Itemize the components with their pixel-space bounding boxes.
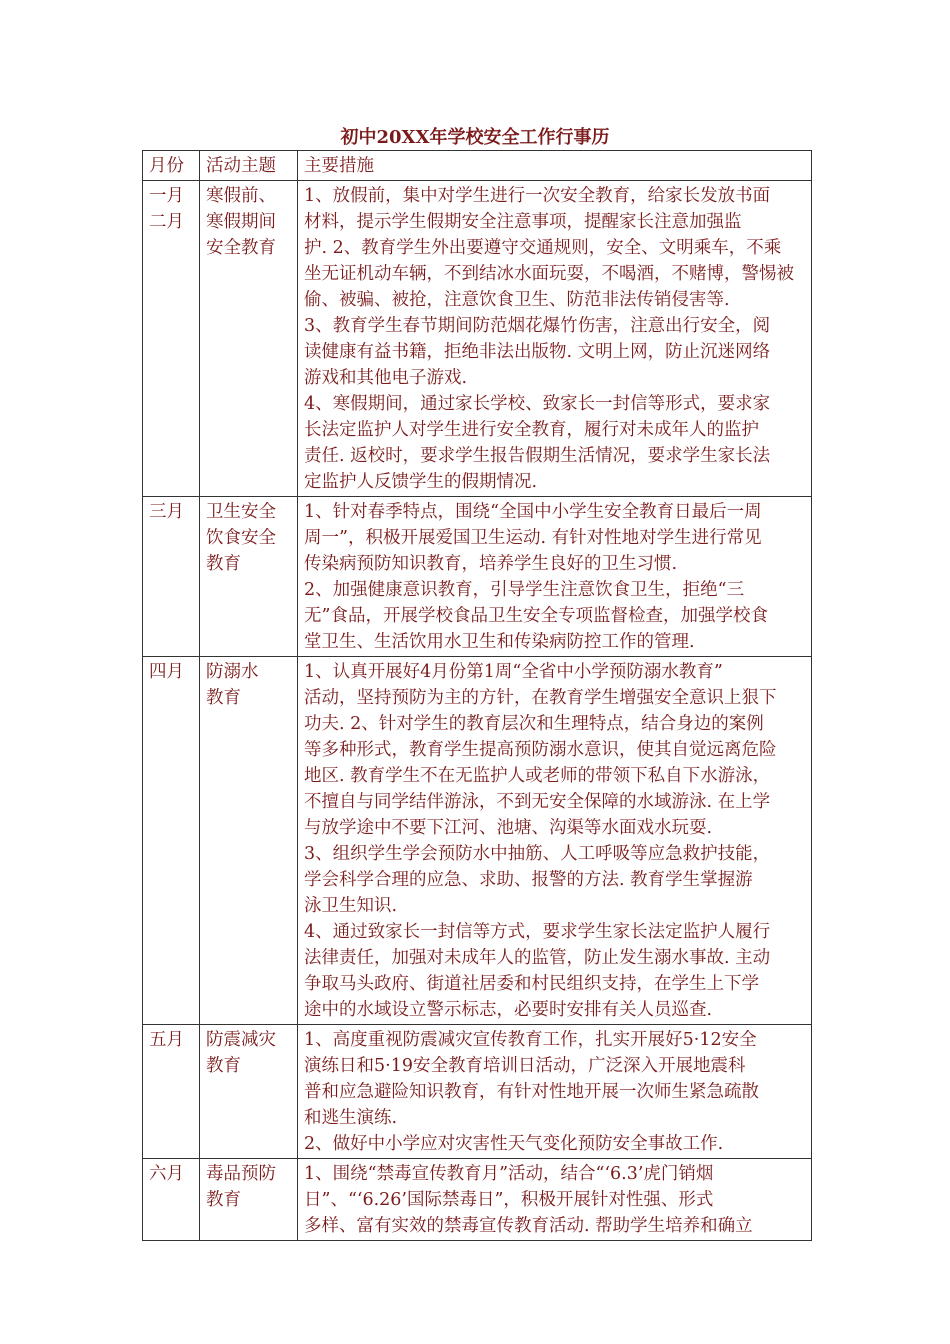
measure-line: 4、寒假期间，通过家长学校、致家长一封信等形式，要求家 <box>304 394 771 414</box>
table-header-row <box>143 151 812 181</box>
measure-line: 定监护人反馈学生的假期情况. <box>304 472 538 492</box>
measure-line: 1、放假前，集中对学生进行一次安全教育，给家长发放书面 <box>304 186 771 206</box>
measure-line: 1、针对春季特点，围绕“全国中小学生安全教育日最后一周 <box>304 502 762 522</box>
theme-cell <box>200 1025 298 1159</box>
month-label: 六月 <box>149 1164 184 1184</box>
measure-line: 3、教育学生春节期间防范烟花爆竹伤害，注意出行安全，阅 <box>304 316 771 336</box>
measure-line: 游戏和其他电子游戏. <box>304 368 468 388</box>
measure-line: 1、高度重视防震减灾宣传教育工作，扎实开展好5·12安全 <box>304 1030 757 1050</box>
measure-line: 读健康有益书籍，拒绝非法出版物. 文明上网，防止沉迷网络 <box>304 342 771 362</box>
measure-line: 堂卫生、生活饮用水卫生和传染病防控工作的管理. <box>304 632 695 652</box>
theme-label: 安全教育 <box>206 238 276 258</box>
measures-cell <box>298 181 812 497</box>
month-cell <box>143 1025 200 1159</box>
measure-line: 4、通过致家长一封信等方式，要求学生家长法定监护人履行 <box>304 922 771 942</box>
header-measures: 主要措施 <box>298 151 812 181</box>
theme-cell <box>200 497 298 657</box>
theme-cell <box>200 181 298 497</box>
theme-label: 防震减灾 <box>206 1030 276 1050</box>
measure-line: 2、加强健康意识教育，引导学生注意饮食卫生，拒绝“三 <box>304 580 745 600</box>
measure-line: 材料，提示学生假期安全注意事项，提醒家长注意加强监 <box>304 212 742 232</box>
measure-line: 地区. 教育学生不在无监护人或老师的带领下私自下水游泳， <box>304 766 771 786</box>
measure-line: 普和应急避险知识教育，有针对性地开展一次师生紧急疏散 <box>304 1082 759 1102</box>
measure-line: 无”食品，开展学校食品卫生安全专项监督检查，加强学校食 <box>304 606 768 626</box>
measure-line: 与放学途中不要下江河、池塘、沟渠等水面戏水玩耍. <box>304 818 713 838</box>
table-row <box>143 1159 812 1241</box>
month-cell <box>143 1159 200 1241</box>
measure-line: 3、组织学生学会预防水中抽筋、人工呼吸等应急救护技能， <box>304 844 771 864</box>
measures-cell <box>298 497 812 657</box>
measure-line: 长法定监护人对学生进行安全教育，履行对未成年人的监护 <box>304 420 759 440</box>
measure-line: 泳卫生知识. <box>304 896 398 916</box>
measure-line: 和逃生演练. <box>304 1108 398 1128</box>
measure-line: 1、认真开展好4月份第1周“全省中小学预防溺水教育” <box>304 662 723 682</box>
theme-label: 教育 <box>206 1056 241 1076</box>
measure-line: 周一”，积极开展爱国卫生运动. 有针对性地对学生进行常见 <box>304 528 762 548</box>
theme-label: 防溺水 <box>206 662 259 682</box>
page-title: 初中20XX年学校安全工作行事历 <box>340 127 610 148</box>
month-cell <box>143 657 200 1025</box>
header-theme: 活动主题 <box>200 151 298 181</box>
theme-cell <box>200 657 298 1025</box>
measures-cell <box>298 657 812 1025</box>
month-cell <box>143 497 200 657</box>
safety-calendar-table <box>142 150 812 1241</box>
measures-cell <box>298 1159 812 1241</box>
measure-line: 偷、被骗、被抢，注意饮食卫生、防范非法传销侵害等. <box>304 290 730 310</box>
theme-label: 寒假期间 <box>206 212 276 232</box>
month-label: 三月 <box>149 502 184 522</box>
measure-line: 不擅自与同学结伴游泳，不到无安全保障的水域游泳. 在上学 <box>304 792 771 812</box>
measure-line: 日”、“‘6.26’国际禁毒日”，积极开展针对性强、形式 <box>304 1190 714 1210</box>
measure-line: 2、做好中小学应对灾害性天气变化预防安全事故工作. <box>304 1134 724 1154</box>
theme-label: 寒假前、 <box>206 186 276 206</box>
theme-label: 教育 <box>206 554 241 574</box>
measure-line: 坐无证机动车辆，不到结冰水面玩耍，不喝酒，不赌博，警惕被 <box>304 264 794 284</box>
month-label: 四月 <box>149 662 184 682</box>
header-month: 月份 <box>143 151 200 181</box>
measure-line: 活动，坚持预防为主的方针，在教育学生增强安全意识上狠下 <box>304 688 777 708</box>
measure-line: 争取马头政府、街道社居委和村民组织支持，在学生上下学 <box>304 974 759 994</box>
measure-line: 演练日和5·19安全教育培训日活动，广泛深入开展地震科 <box>304 1056 746 1076</box>
measure-line: 等多种形式，教育学生提高预防溺水意识，使其自觉远离危险 <box>304 740 777 760</box>
measure-line: 护. 2、教育学生外出要遵守交通规则，安全、文明乘车，不乘 <box>304 238 782 258</box>
table-row <box>143 497 812 657</box>
theme-label: 教育 <box>206 688 241 708</box>
measure-line: 途中的水域设立警示标志，必要时安排有关人员巡查. <box>304 1000 713 1020</box>
measure-line: 1、围绕“禁毒宣传教育月”活动，结合“‘6.3’虎门销烟 <box>304 1164 714 1184</box>
theme-label: 教育 <box>206 1190 241 1210</box>
table-row <box>143 181 812 497</box>
month-cell <box>143 181 200 497</box>
measure-line: 传染病预防知识教育，培养学生良好的卫生习惯. <box>304 554 678 574</box>
measure-line: 功夫. 2、针对学生的教育层次和生理特点，结合身边的案例 <box>304 714 764 734</box>
measures-cell <box>298 1025 812 1159</box>
month-label: 一月 <box>149 186 184 206</box>
table-row <box>143 1025 812 1159</box>
measure-line: 学会科学合理的应急、求助、报警的方法. 教育学生掌握游 <box>304 870 753 890</box>
month-label: 二月 <box>149 212 184 232</box>
theme-cell <box>200 1159 298 1241</box>
theme-label: 毒品预防 <box>206 1164 276 1184</box>
measure-line: 法律责任，加强对未成年人的监管，防止发生溺水事故. 主动 <box>304 948 771 968</box>
month-label: 五月 <box>149 1030 184 1050</box>
table-row <box>143 657 812 1025</box>
theme-label: 饮食安全 <box>206 528 276 548</box>
measure-line: 责任. 返校时，要求学生报告假期生活情况，要求学生家长法 <box>304 446 771 466</box>
measure-line: 多样、富有实效的禁毒宣传教育活动. 帮助学生培养和确立 <box>304 1216 753 1236</box>
theme-label: 卫生安全 <box>206 502 276 522</box>
